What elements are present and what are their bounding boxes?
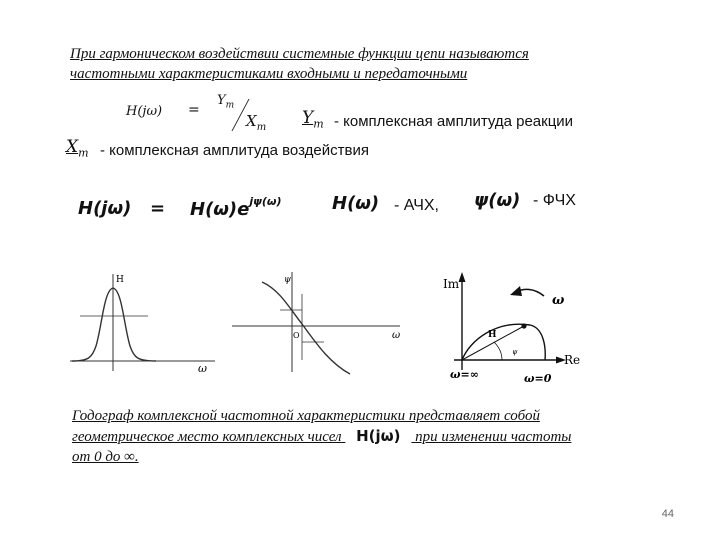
hodo-curve: [462, 324, 545, 360]
hodo-im-label: Im: [443, 277, 460, 291]
hodo-direction-arrow: [510, 286, 522, 296]
phase-plot: [232, 264, 412, 379]
phase-description: - ФЧХ: [533, 192, 576, 209]
denominator-symbol: X: [246, 112, 257, 130]
amplitude-plot: [70, 266, 220, 378]
denominator-sub: m: [256, 122, 267, 133]
transfer-lhs: H(jω): [126, 104, 163, 119]
page-number: 44: [661, 508, 674, 520]
amp-curve: [72, 288, 156, 361]
numerator-symbol: Y: [217, 93, 226, 108]
outro-text: [72, 406, 672, 467]
transfer-equals: =: [188, 102, 200, 118]
outro-line-2-a: геометрическое место комплексных чисел: [72, 429, 342, 445]
outro-line-2-b: при изменении частоты: [415, 429, 572, 445]
hodo-omega-inf: ω=∞: [450, 368, 479, 381]
hodo-point: [521, 323, 526, 328]
hodo-omega-label: ω: [552, 293, 565, 308]
intro-line-2: частотными характеристиками входными и передаточными: [70, 66, 468, 82]
phase-symbol: ψ(ω): [474, 190, 521, 211]
outro-hjw-symbol: H(jω): [356, 427, 401, 445]
phase-x-label: ω: [392, 330, 401, 341]
hodo-angle-arc: [494, 342, 502, 360]
y-symbol: $Y_m$: [302, 108, 324, 131]
hodo-psi-label: ψ: [512, 348, 518, 356]
x-symbol: $X_m$: [66, 137, 89, 160]
polar-rhs: $H(\omega)e^{j\psi(\omega)}$: [190, 195, 282, 220]
transfer-denominator: [246, 112, 266, 133]
hodo-re-label: Re: [564, 353, 581, 367]
hodograph-plot: [432, 262, 607, 387]
transfer-numerator: [217, 93, 234, 111]
phase-origin-label: O: [293, 331, 300, 340]
outro-line-2: [72, 426, 672, 447]
amp-x-label: ω: [198, 362, 207, 375]
x-description: - комплексная амплитуда воздействия: [100, 142, 369, 159]
phase-curve: [262, 282, 350, 374]
outro-line-3: от 0 до ∞.: [72, 449, 139, 465]
amp-y-label: H: [116, 275, 124, 285]
intro-line-1: При гармоническом воздействии системные функции цепи называются: [70, 46, 529, 62]
amp-description: - АЧХ,: [394, 197, 439, 214]
hodo-im-arrow: [459, 272, 466, 282]
hodo-omega-zero: ω=0: [524, 372, 552, 385]
hodo-h-label: H: [488, 330, 497, 340]
intro-text: [70, 44, 670, 84]
amp-symbol: H(ω): [332, 193, 380, 214]
outro-line-1: Годограф комплексной частотной характеристики представляет собой: [72, 408, 540, 424]
polar-lhs: H(jω): [78, 198, 132, 219]
polar-equals: =: [150, 198, 166, 219]
numerator-sub: m: [225, 100, 235, 111]
phase-y-label: ψ: [284, 275, 292, 285]
y-description: - комплексная амплитуда реакции: [334, 113, 574, 130]
